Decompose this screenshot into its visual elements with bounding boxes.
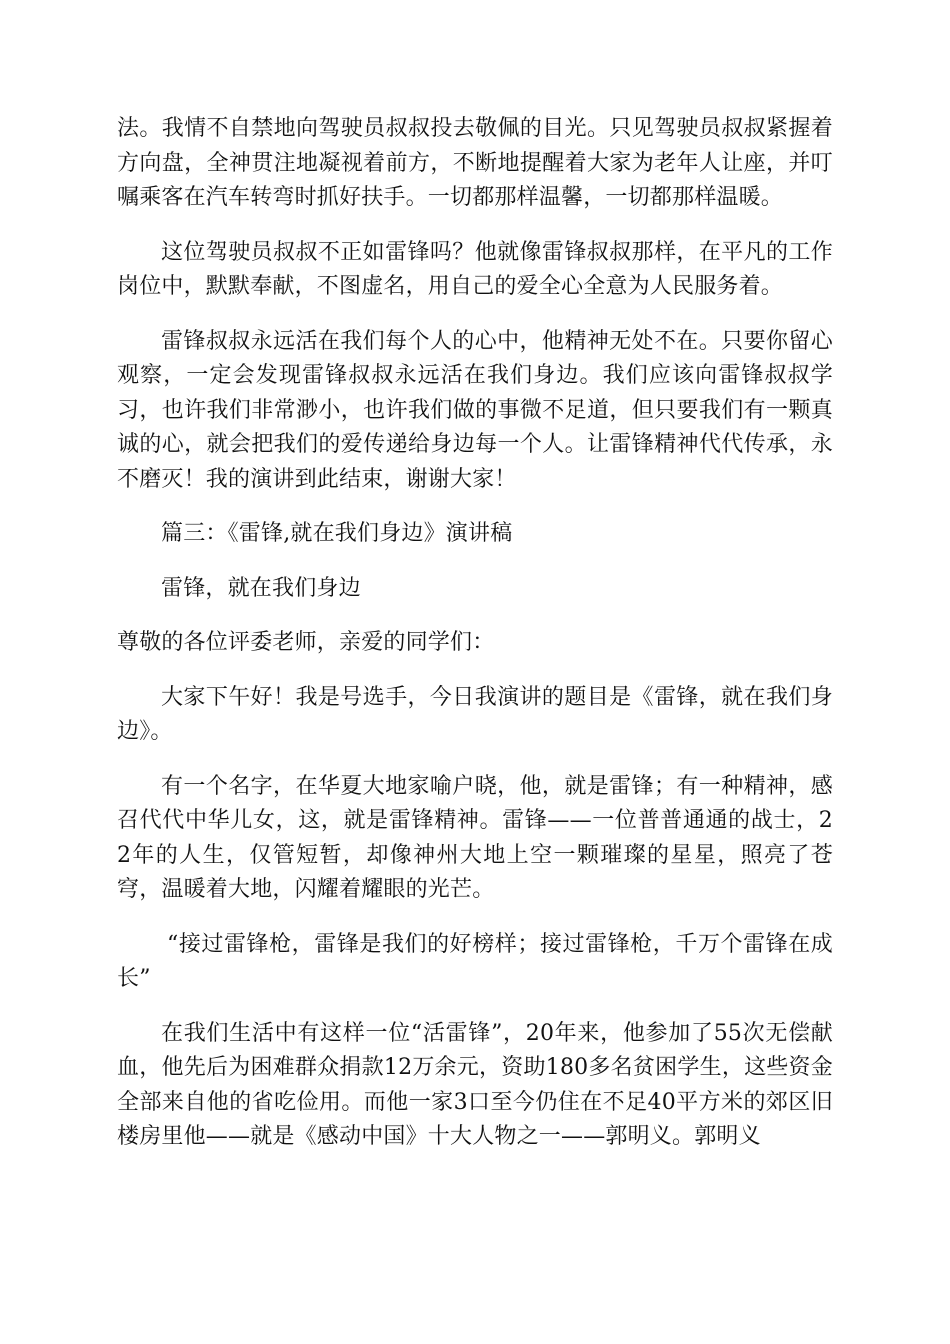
speech-title: 雷锋，就在我们身边 (161, 575, 361, 601)
paragraph-continuation: 法。我情不自禁地向驾驶员叔叔投去敬佩的目光。只见驾驶员叔叔紧握着方向盘，全神贯注地凝视着前方，不断地提醒着大家为老年人让座，并叮嘱乘客在汽车转弯时抓好扶手。一切都那样温馨，一切都那样温暖。 (117, 116, 833, 210)
paragraph-driver-like-leifeng: 这位驾驶员叔叔不正如雷锋吗？他就像雷锋叔叔那样，在平凡的工作岗位中，默默奉献，不图虚名，用自己的爱全心全意为人民服务着。 (117, 239, 833, 299)
paragraph-closing-remarks: 雷锋叔叔永远活在我们每个人的心中，他精神无处不在。只要你留心观察，一定会发现雷锋叔叔永远活在我们身边。我们应该向雷锋叔叔学习，也许我们非常渺小，也许我们做的事微不足道，但只要我们有一颗真诚的心，就会把我们的爱传递给身边每一个人。让雷锋精神代代传承，永不磨灭！我的演讲到此结束，谢谢大家！ (117, 328, 833, 492)
document-body (117, 112, 833, 1175)
paragraph-greeting: 大家下午好！我是号选手，今日我演讲的题目是《雷锋，就在我们身边》。 (117, 684, 833, 744)
paragraph-quote: “接过雷锋枪，雷锋是我们的好榜样；接过雷锋枪，千万个雷锋在成长” (117, 931, 833, 991)
salutation: 尊敬的各位评委老师，亲爱的同学们： (117, 630, 495, 655)
paragraph-guo-mingyi: 在我们生活中有这样一位“活雷锋”，20年来，他参加了55次无偿献血，他先后为困难群众捐款12万余元，资助180多名贫困学生，这些资金全部来自他的省吃俭用。而他一家3口至今仍住在不足40平方米的郊区旧楼房里他——就是《感动中国》十大人物之一——郭明义。郭明义 (117, 1020, 833, 1149)
paragraph-leifeng-spirit: 有一个名字，在华夏大地家喻户晓，他，就是雷锋；有一种精神，感召代代中华儿女，这，就是雷锋精神。雷锋——一位普普通通的战士，22年的人生，仅管短暂，却像神州大地上空一颗璀璨的星星，照亮了苍穹，温暖着大地，闪耀着耀眼的光芒。 (117, 773, 833, 902)
section-heading: 篇三：《雷锋,就在我们身边》演讲稿 (161, 521, 513, 546)
